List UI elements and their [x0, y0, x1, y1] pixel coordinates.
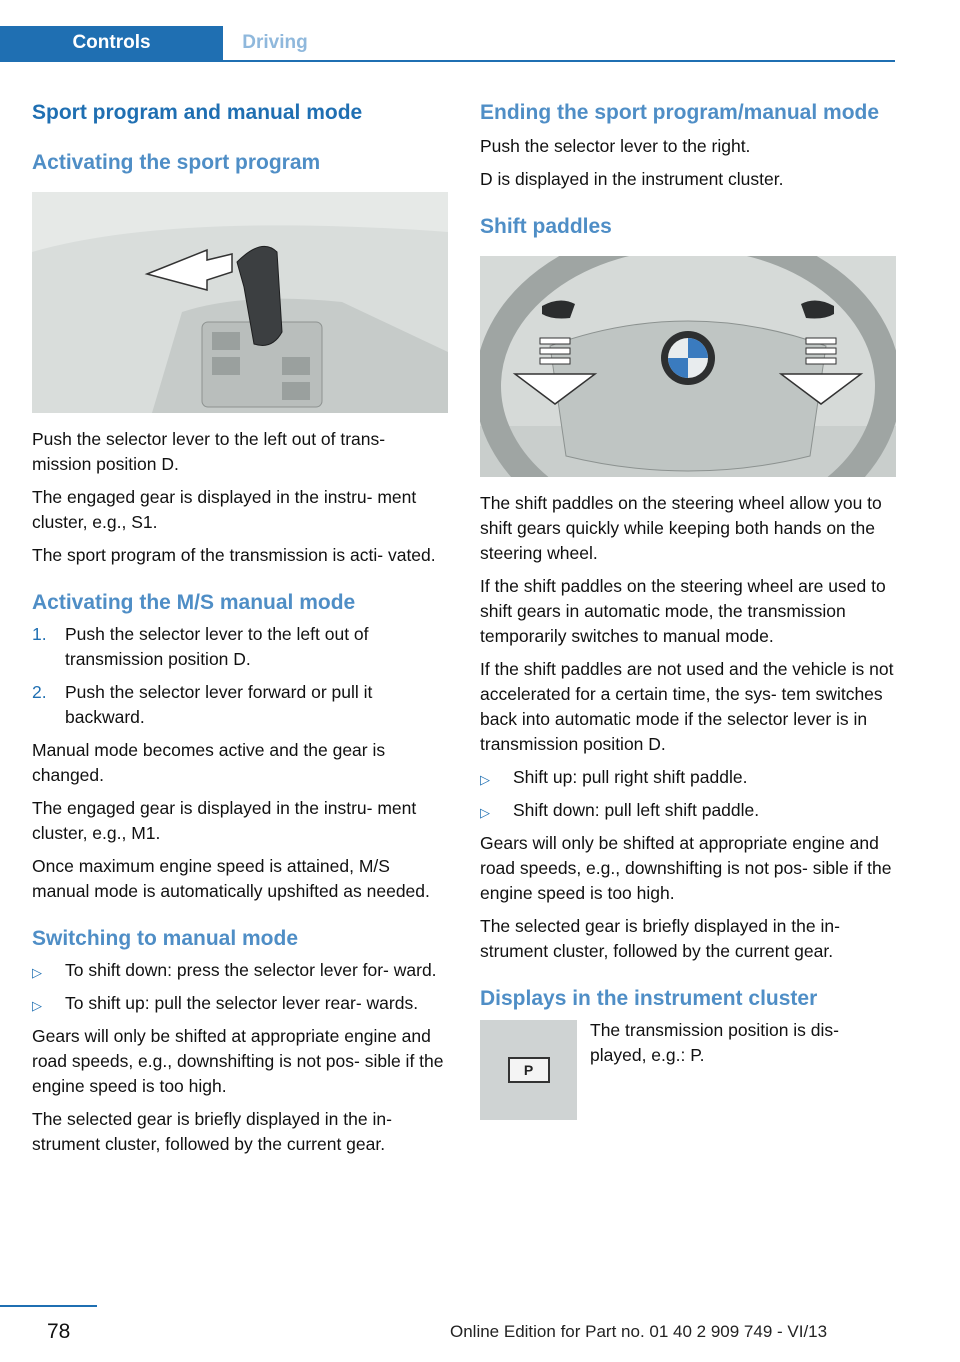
paragraph: Push the selector lever to the left out of trans‐ mission position D. [32, 429, 386, 474]
bullet-list [32, 958, 448, 1016]
triangle-right-icon: ▷ [32, 998, 42, 1013]
paragraph: The selected gear is briefly displayed in the in‐ strument cluster, followed by the current gear. [32, 1109, 392, 1154]
triangle-right-icon: ▷ [480, 805, 490, 820]
left-column [32, 100, 448, 1165]
selector-lever-image [32, 192, 448, 413]
cluster-display-image [480, 1020, 577, 1120]
page-number: 78 [47, 1320, 71, 1343]
edition-note: Online Edition for Part no. 01 40 2 909 749 - VI/13 [450, 1322, 828, 1341]
list-item [480, 798, 896, 823]
list-item [32, 680, 448, 730]
paragraph: Push the selector lever to the right. [480, 136, 751, 156]
footer-divider [0, 1305, 97, 1307]
paragraph: The transmission position is dis‐ played, e.g.: P. [590, 1020, 839, 1065]
paragraph: Gears will only be shifted at appropriate engine and road speeds, e.g., downshifting is not pos‐ sible if the engine speed is too high. [32, 1026, 444, 1096]
paragraph: The engaged gear is displayed in the instru‐ ment cluster, e.g., S1. [32, 487, 417, 532]
triangle-right-icon: ▷ [32, 965, 42, 980]
paragraph: Once maximum engine speed is attained, M/S manual mode is automatically upshifted as needed. [32, 856, 430, 901]
step-number: 1. [32, 624, 47, 644]
list-item [480, 765, 896, 790]
heading-ms-manual-mode: Activating the M/S manual mode [32, 591, 356, 614]
tab-driving[interactable]: Driving [242, 32, 308, 53]
heading-switching-manual: Switching to manual mode [32, 927, 299, 950]
list-item [32, 991, 448, 1016]
heading-shift-paddles: Shift paddles [480, 215, 612, 238]
bullet-list [480, 765, 896, 823]
section-title: Sport program and manual mode [32, 101, 363, 124]
tab-controls[interactable]: Controls [0, 26, 223, 60]
transmission-position-symbol: P [508, 1057, 550, 1083]
bullet-text: To shift down: press the selector lever for‐ ward. [65, 960, 437, 980]
paragraph: The selected gear is briefly displayed in the in‐ strument cluster, followed by the current gear. [480, 916, 840, 961]
step-number: 2. [32, 682, 47, 702]
right-column [480, 100, 896, 1120]
paragraph: If the shift paddles on the steering wheel are used to shift gears in automatic mode, the transmission temporarily switches to manual mode. [480, 576, 886, 646]
paragraph: Manual mode becomes active and the gear is changed. [32, 740, 386, 785]
list-item [32, 622, 448, 672]
heading-displays-cluster: Displays in the instrument cluster [480, 987, 818, 1010]
heading-ending-sport: Ending the sport program/manual mode [480, 101, 880, 124]
paragraph: The shift paddles on the steering wheel allow you to shift gears quickly while keeping both hands on the steering wheel. [480, 493, 882, 563]
paragraph: If the shift paddles are not used and the vehicle is not accelerated for a certain time, the sys‐ tem switches back into automatic mode if the selector lever is in transmission position D. [480, 659, 894, 754]
steering-wheel-illustration [480, 256, 896, 477]
paragraph: The sport program of the transmission is acti‐ vated. [32, 545, 436, 565]
paragraph: Gears will only be shifted at appropriate engine and road speeds, e.g., downshifting is not pos‐ sible if the engine speed is too high. [480, 833, 892, 903]
heading-activating-sport: Activating the sport program [32, 151, 321, 174]
cluster-display-row [480, 1020, 896, 1120]
header-tabs [0, 26, 895, 62]
header-divider [0, 60, 895, 62]
triangle-right-icon: ▷ [480, 772, 490, 787]
step-text: Push the selector lever forward or pull it backward. [65, 682, 373, 727]
steps-list [32, 622, 448, 730]
steering-wheel-image [480, 256, 896, 477]
bullet-text: Shift down: pull left shift paddle. [513, 800, 760, 820]
list-item [32, 958, 448, 983]
bullet-text: To shift up: pull the selector lever rear‐ wards. [65, 993, 419, 1013]
step-text: Push the selector lever to the left out of transmission position D. [65, 624, 369, 669]
paragraph: The engaged gear is displayed in the instru‐ ment cluster, e.g., M1. [32, 798, 417, 843]
selector-lever-illustration [32, 192, 448, 413]
bullet-text: Shift up: pull right shift paddle. [513, 767, 748, 787]
paragraph: D is displayed in the instrument cluster. [480, 169, 784, 189]
